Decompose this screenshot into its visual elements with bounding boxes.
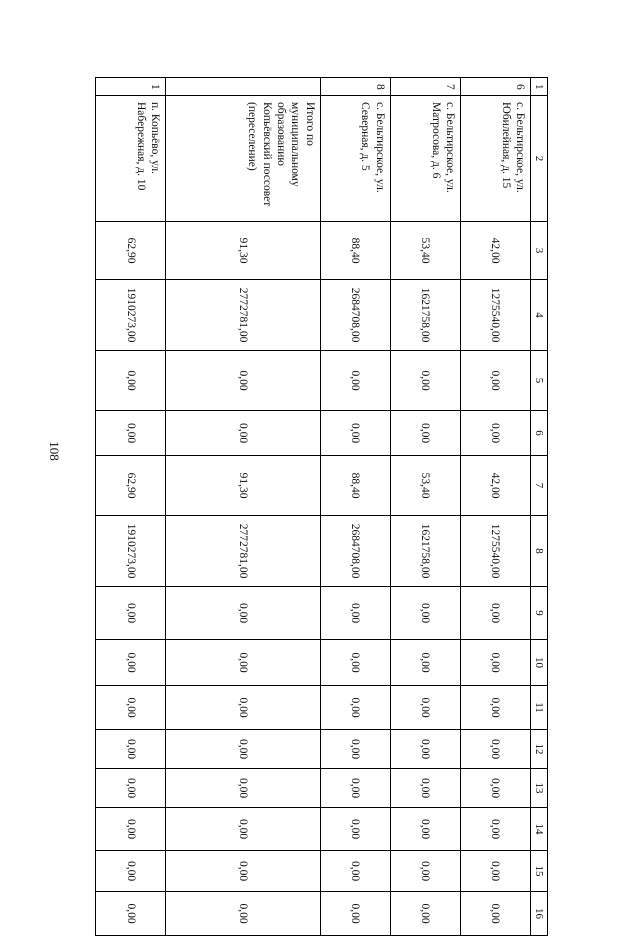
header-row [531,78,548,936]
column-number-16: 16 [531,892,548,936]
table-row [390,78,460,936]
value-cell: 1275540,00 [460,516,530,587]
value-cell: 0,00 [390,411,460,456]
value-cell: 0,00 [460,892,530,936]
address-cell: с. Бельтирское, ул. Северная, д. 5 [320,96,390,222]
value-cell: 0,00 [320,640,390,686]
value-cell: 0,00 [390,892,460,936]
value-cell: 0,00 [320,769,390,808]
value-cell: 0,00 [96,686,166,730]
value-cell: 0,00 [390,851,460,892]
value-cell: 53,40 [390,456,460,516]
value-cell: 91,30 [166,222,321,280]
value-cell: 88,40 [320,456,390,516]
row-index: 1 [96,78,166,96]
value-cell: 0,00 [320,851,390,892]
value-cell: 42,00 [460,222,530,280]
column-number-9: 9 [531,587,548,640]
value-cell: 2772781,00 [166,516,321,587]
value-cell: 2684708,00 [320,516,390,587]
page-number: 108 [47,441,62,461]
row-index [166,78,321,96]
value-cell: 0,00 [460,686,530,730]
value-cell: 0,00 [166,769,321,808]
value-cell: 0,00 [390,808,460,851]
value-cell: 0,00 [96,851,166,892]
column-number-2: 2 [531,96,548,222]
value-cell: 0,00 [320,411,390,456]
value-cell: 53,40 [390,222,460,280]
rotated-table-wrapper [95,77,548,924]
column-number-5: 5 [531,351,548,411]
value-cell: 62,90 [96,222,166,280]
value-cell: 0,00 [96,587,166,640]
value-cell: 1621758,00 [390,280,460,351]
column-number-7: 7 [531,456,548,516]
row-index: 6 [460,78,530,96]
column-number-6: 6 [531,411,548,456]
value-cell: 42,00 [460,456,530,516]
column-number-15: 15 [531,851,548,892]
address-cell: с. Бельтирское, ул. Юбилейная, д. 15 [460,96,530,222]
value-cell: 0,00 [166,808,321,851]
value-cell: 0,00 [390,686,460,730]
value-cell: 0,00 [166,730,321,769]
value-cell: 0,00 [460,730,530,769]
value-cell: 0,00 [320,808,390,851]
value-cell: 0,00 [390,351,460,411]
value-cell: 0,00 [460,769,530,808]
value-cell: 0,00 [96,808,166,851]
value-cell: 1621758,00 [390,516,460,587]
address-cell: с. Бельтирское, ул. Матросова, д. 6 [390,96,460,222]
value-cell: 0,00 [166,851,321,892]
column-number-12: 12 [531,730,548,769]
value-cell: 0,00 [460,587,530,640]
value-cell: 2684708,00 [320,280,390,351]
value-cell: 1910273,00 [96,280,166,351]
value-cell: 0,00 [320,587,390,640]
value-cell: 1910273,00 [96,516,166,587]
table-row [460,78,530,936]
value-cell: 0,00 [166,411,321,456]
value-cell: 0,00 [320,686,390,730]
value-cell: 2772781,00 [166,280,321,351]
row-index: 7 [390,78,460,96]
column-number-14: 14 [531,808,548,851]
address-cell: п. Копьёво, ул. Набережная, д. 10 [96,96,166,222]
value-cell: 0,00 [460,808,530,851]
value-cell: 0,00 [96,769,166,808]
value-cell: 0,00 [96,351,166,411]
value-cell: 0,00 [96,730,166,769]
value-cell: 0,00 [320,892,390,936]
value-cell: 0,00 [166,686,321,730]
column-number-3: 3 [531,222,548,280]
row-index: 8 [320,78,390,96]
value-cell: 0,00 [96,640,166,686]
address-cell: Итого по муниципальному образованию Копьёвский поссовет (переселение) [166,96,321,222]
value-cell: 0,00 [390,769,460,808]
value-cell: 0,00 [390,730,460,769]
value-cell: 0,00 [96,411,166,456]
value-cell: 91,30 [166,456,321,516]
value-cell: 0,00 [320,351,390,411]
value-cell: 62,90 [96,456,166,516]
column-number-13: 13 [531,769,548,808]
column-number-8: 8 [531,516,548,587]
value-cell: 0,00 [166,892,321,936]
table-row [320,78,390,936]
column-number-1: 1 [531,78,548,96]
value-cell: 0,00 [96,892,166,936]
column-number-4: 4 [531,280,548,351]
value-cell: 0,00 [166,351,321,411]
table-row [96,78,166,936]
column-number-11: 11 [531,686,548,730]
value-cell: 1275540,00 [460,280,530,351]
value-cell: 0,00 [166,587,321,640]
value-cell: 0,00 [460,640,530,686]
value-cell: 88,40 [320,222,390,280]
value-cell: 0,00 [166,640,321,686]
column-number-10: 10 [531,640,548,686]
value-cell: 0,00 [390,587,460,640]
value-cell: 0,00 [390,640,460,686]
value-cell: 0,00 [460,351,530,411]
value-cell: 0,00 [460,411,530,456]
value-cell: 0,00 [460,851,530,892]
value-cell: 0,00 [320,730,390,769]
table-row [166,78,321,936]
housing-table [95,77,548,936]
